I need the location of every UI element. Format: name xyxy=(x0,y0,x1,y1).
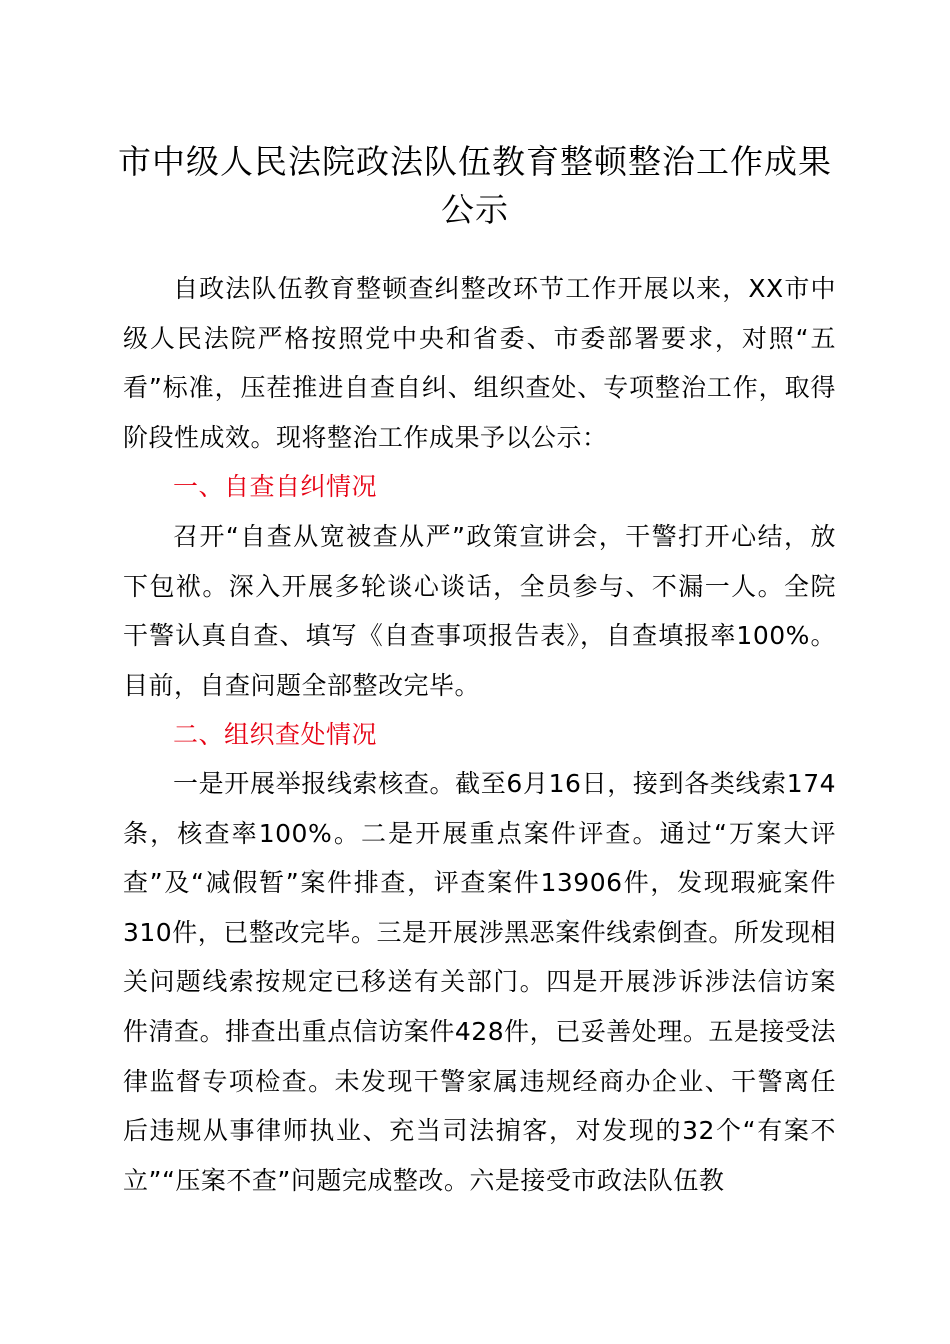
document-title: 市中级人民法院政法队伍教育整顿整治工作成果公示 xyxy=(118,142,832,229)
section-paragraph-self-check: 召开“自查从宽被查从严”政策宣讲会，干警打开心结，放下包袱。深入开展多轮谈心谈话，全员参与、不漏一人。全院干警认真自查、填写《自查事项报告表》，自查填报率100%。目前，自查问题全部整改完毕。 xyxy=(123,522,836,700)
section-paragraph-investigation: 一是开展举报线索核查。截至6月16日，接到各类线索174条，核查率100%。二是开展重点案件评查。通过“万案大评查”及“减假暂”案件排查，评查案件13906件，发现瑕疵案件310件，已整改完毕。三是开展涉黑恶案件线索倒查。所发现相关问题线索按规定已移送有关部门。四是开展涉诉涉法信访案件清查。排查出重点信访案件428件，已妥善处理。五是接受法律监督专项检查。未发现干警家属违规经商办企业、干警离任后违规从事律师执业、充当司法掮客，对发现的32个“有案不立”“压案不查”问题完成整改。六是接受市政法队伍教 xyxy=(123,769,836,1195)
intro-paragraph: 自政法队伍教育整顿查纠整改环节工作开展以来，XX市中级人民法院严格按照党中央和省委、市委部署要求，对照“五看”标准，压茬推进自查自纠、组织查处、专项整治工作，取得阶段性成效。现将整治工作成果予以公示： xyxy=(123,274,836,452)
section-heading-investigation: 二、组织查处情况 xyxy=(173,720,378,749)
section-heading-self-check: 一、自查自纠情况 xyxy=(173,472,378,501)
